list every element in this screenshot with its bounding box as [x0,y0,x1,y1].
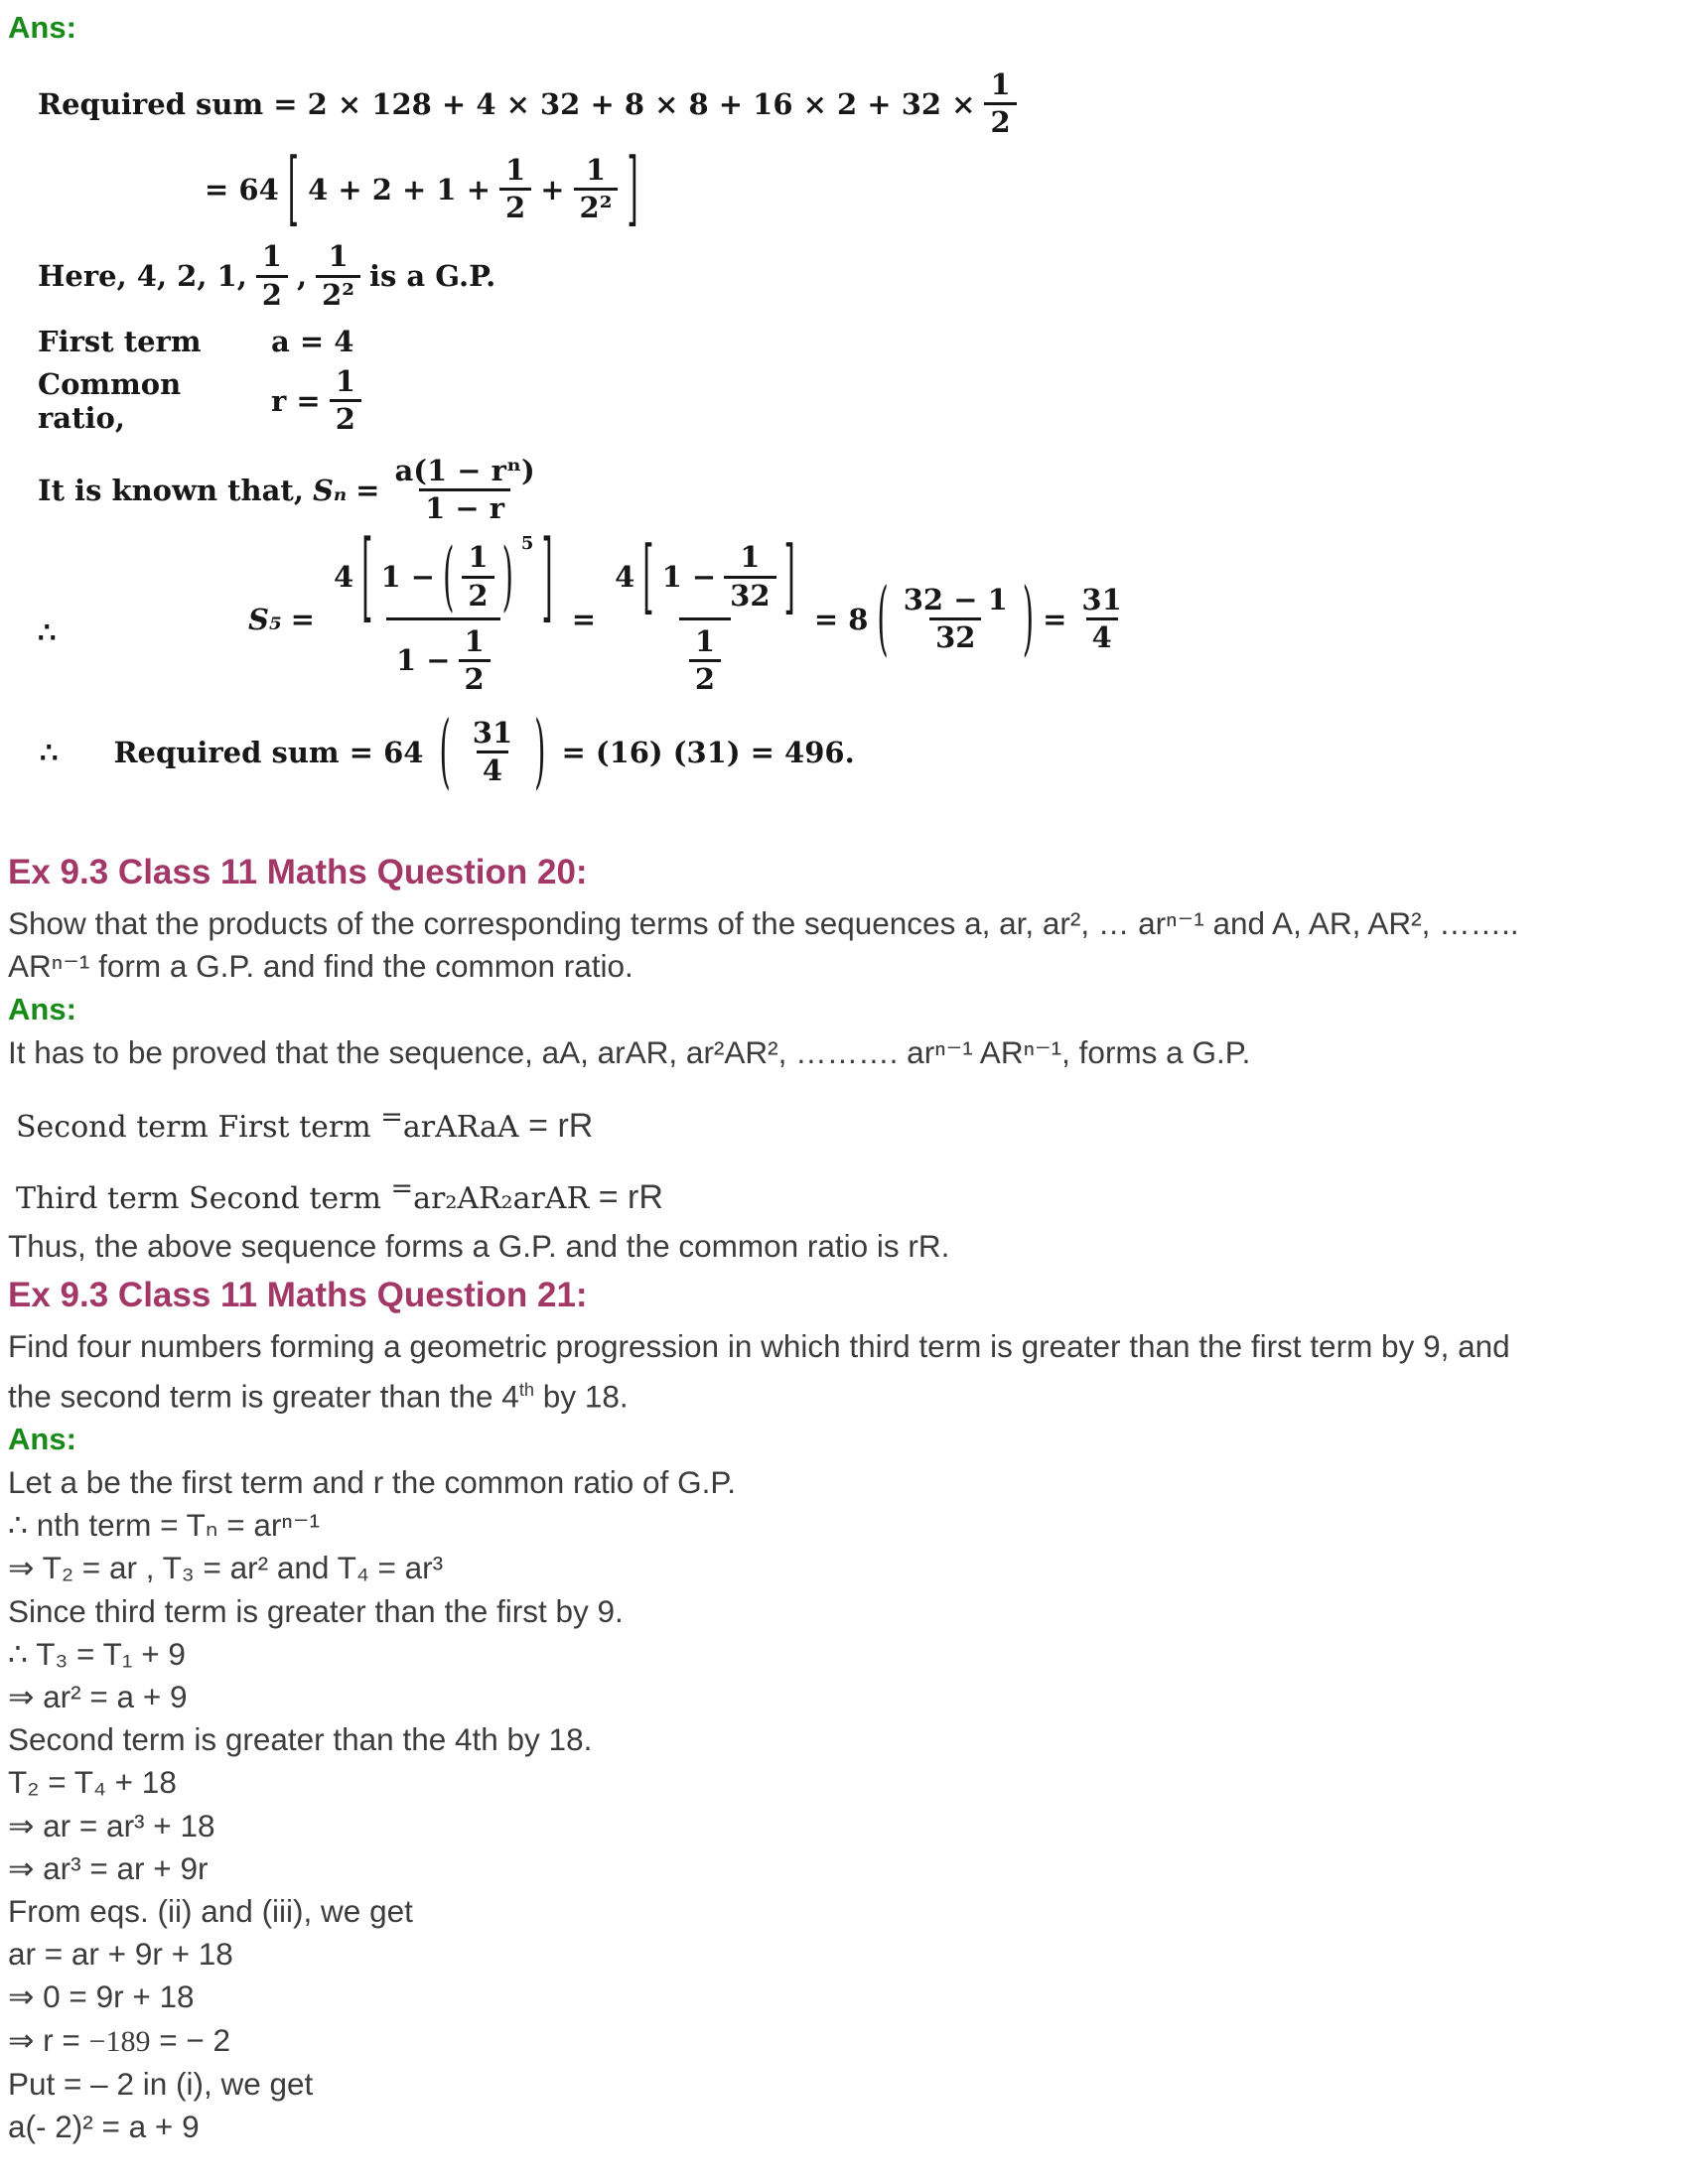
solution-step: From eqs. (ii) and (iii), we get [8,1893,413,1930]
equation-text: is a G.P. [368,259,496,294]
equation-text: Here, 4, 2, 1, [38,259,247,294]
ratio-terms: ar₂AR₂arAR [413,1180,590,1216]
fraction-denominator [679,617,731,702]
equation-text: Required sum = 64 [113,735,424,769]
q20-proof-statement: It has to be proved that the sequence, aA, arAR, ar²AR², ………. arⁿ⁻¹ ARⁿ⁻¹, forms a G.P. [8,1033,1251,1070]
big-fraction-b [605,528,805,701]
therefore-symbol: ∴ [40,735,59,769]
fraction-numerator: 1 [468,540,489,575]
fraction-denominator: 2 [689,659,721,697]
step-text: ⇒ r = [8,2021,89,2058]
fraction-denominator: 2 [984,102,1016,140]
question-21-text [8,1325,1557,1419]
fraction-numerator: 1 [464,624,485,659]
equals-sign: = [355,473,380,507]
fraction-numerator: 1 [505,152,526,187]
equals-sign: = [290,602,315,636]
fraction-denominator: 32 [724,576,775,614]
gp-sum-fraction [388,454,540,527]
answer-label: Ans: [8,991,76,1026]
solution-step: ⇒ T₂ = ar , T₃ = ar² and T₄ = ar³ [8,1550,444,1586]
fraction-one-over-32 [724,540,775,614]
equation-text: = (16) (31) = 496. [561,735,855,769]
q20-conclusion: Thus, the above sequence forms a G.P. and the common ratio is rR. [8,1227,950,1264]
question-20-text: Show that the products of the corresponding terms of the sequences a, ar, ar², … arⁿ⁻¹ and A, AR, AR², …….. ARⁿ⁻¹ form a G.P. and find the common ratio. [8,904,1519,984]
fraction-denominator: 4 [1086,617,1118,655]
result-rR: = rR [528,1106,594,1145]
fraction-numerator: 31 [1081,582,1122,616]
equation-text: Required sum = 2 × 128 + 4 × 32 + 8 × 8 + 16 × 2 + 32 × [38,86,976,121]
s5-evaluation-line [8,517,1678,701]
solution-step: ∴ T₃ = T₁ + 9 [8,1635,186,1672]
fraction-numerator [324,517,563,633]
solution-step: ⇒ ar = ar³ + 18 [8,1807,215,1843]
fraction-numerator: 32 − 1 [903,582,1008,616]
fraction-numerator: a(1 − rⁿ) [394,453,535,487]
fraction-numerator: 1 [335,364,355,399]
fraction-denominator: 2 [462,576,493,614]
left-paren: ( [443,531,455,620]
solution-step: a(- 2)² = a + 9 [8,2109,200,2145]
fraction-numerator: 1 [990,68,1011,101]
factored-sum-equation [205,140,1678,235]
right-bracket: ] [783,528,795,623]
equals-eight: = 8 [813,602,869,636]
term-label: First term [38,325,202,359]
fraction-numerator: 1 [585,152,607,187]
comma: , [296,259,308,294]
fraction-denominator: 2 [256,275,288,313]
answer-label: Ans: [8,10,76,45]
right-paren: ) [1022,570,1035,665]
fraction-denominator: 2² [574,188,619,225]
left-bracket: [ [287,140,300,235]
sum-symbol: Sₙ [312,473,348,507]
fraction-one-half [499,153,531,226]
fraction-numerator: 31 [472,715,513,750]
fraction-denominator: 32 [929,617,981,655]
fraction-one-half [330,364,361,438]
solution-step-ratio-value [8,2019,1678,2063]
gp-sequence-line [38,239,1678,313]
fraction-numerator: 1 [740,540,761,575]
raised-equals: = [380,1101,403,1133]
solution-step: Since third term is greater than the first by 9. [8,1592,624,1629]
solution-step: Let a be the first term and r the common ratio of G.P. [8,1464,737,1500]
solution-step: ar = ar + 9r + 18 [8,1936,233,1973]
equals-sign: = [571,602,597,636]
fraction-one-over-two-squared [316,239,360,313]
question-20-heading: Ex 9.3 Class 11 Maths Question 20: [8,852,588,891]
fraction-denominator: 2 [330,399,361,437]
fraction-denominator: 1 − r [419,488,510,526]
fraction-numerator: 1 [261,239,282,274]
fraction-one-half [462,540,493,614]
fraction-one-half [689,624,721,698]
fraction-31-over-4 [1075,583,1127,656]
question-21-heading: Ex 9.3 Class 11 Maths Question 21: [8,1275,588,1314]
term-label: Common ratio, [38,366,182,435]
final-required-sum-line [40,703,1678,798]
fraction-denominator: 4 [477,751,508,788]
left-bracket: [ [361,517,373,633]
right-paren: ) [501,531,513,620]
equation-text: a = 4 [271,325,354,359]
fraction-one-half [459,624,491,698]
fraction-denominator: 2 [499,188,531,225]
fraction-denominator [386,617,500,702]
solution-step: T₂ = T₄ + 18 [8,1764,177,1801]
q20-ratio-equation-1 [16,1102,1678,1146]
coefficient: 4 [333,559,354,594]
solution-step: Second term is greater than the 4th by 18. [8,1721,593,1758]
fraction-numerator [605,528,805,623]
fraction-denominator: 2 [459,659,491,697]
fraction-31-over-4 [467,716,518,789]
left-bracket: [ [642,528,654,623]
left-paren: ( [439,703,451,798]
equation-text: 1 − [395,643,451,678]
right-paren: ) [534,703,546,798]
ordinal-suffix: th [518,1378,535,1400]
common-ratio-line [38,364,1678,438]
scanned-math-solution [8,68,1678,798]
equation-text: r = [271,383,321,418]
equation-text: 4 + 2 + 1 + [308,172,492,206]
solution-step: ⇒ ar³ = ar + 9r [8,1849,209,1886]
step-text: = − 2 [150,2021,231,2058]
plus-sign: + [540,172,565,206]
therefore-symbol: ∴ [38,615,57,650]
question-text-part: Find four numbers forming a geometric progression in which third term is greater than the first term by 9, and the second term is greater than the 4 [8,1327,1510,1414]
result-rR: = rR [598,1177,663,1216]
fraction-one-half [984,68,1016,141]
equation-text: = 64 [205,172,279,206]
first-term-line [38,325,1678,358]
equation-text: 1 − [661,559,717,594]
ratio-text: Second term First term [16,1109,371,1145]
question-text-part: by 18. [534,1378,629,1414]
fraction-31-over-32 [898,583,1014,656]
solution-step: ∴ nth term = Tₙ = arⁿ⁻¹ [8,1507,320,1544]
ratio-text: Third term Second term [16,1180,381,1216]
exponent-five: 5 [520,533,534,555]
q21-solution-steps [8,1461,1678,2148]
fraction-one-over-two-squared [574,153,619,226]
fraction-one-half [256,239,288,313]
solution-step: Put = – 2 in (i), we get [8,2065,314,2102]
required-sum-equation [38,68,1678,141]
garbled-fraction: −189 [88,2024,151,2058]
fraction-denominator: 2² [316,275,360,313]
sum-formula-line [38,454,1678,527]
ratio-terms: arARaA [402,1109,519,1145]
fraction-numerator: 1 [328,239,349,274]
right-bracket: ] [627,140,638,235]
s5-symbol: S₅ [248,602,282,636]
answer-label: Ans: [8,1422,76,1456]
left-paren: ( [877,570,889,665]
equation-text: It is known that, [38,473,304,507]
equals-sign: = [1043,602,1067,636]
solution-step: ⇒ ar² = a + 9 [8,1679,188,1715]
right-bracket: ] [541,517,553,633]
big-fraction-a [324,517,563,701]
solution-step: ⇒ 0 = 9r + 18 [8,1979,195,2015]
fraction-numerator: 1 [694,624,716,659]
coefficient: 4 [615,559,635,594]
equation-text: 1 − [380,559,436,594]
raised-equals: = [390,1172,414,1204]
q20-ratio-equation-2 [16,1173,1678,1217]
